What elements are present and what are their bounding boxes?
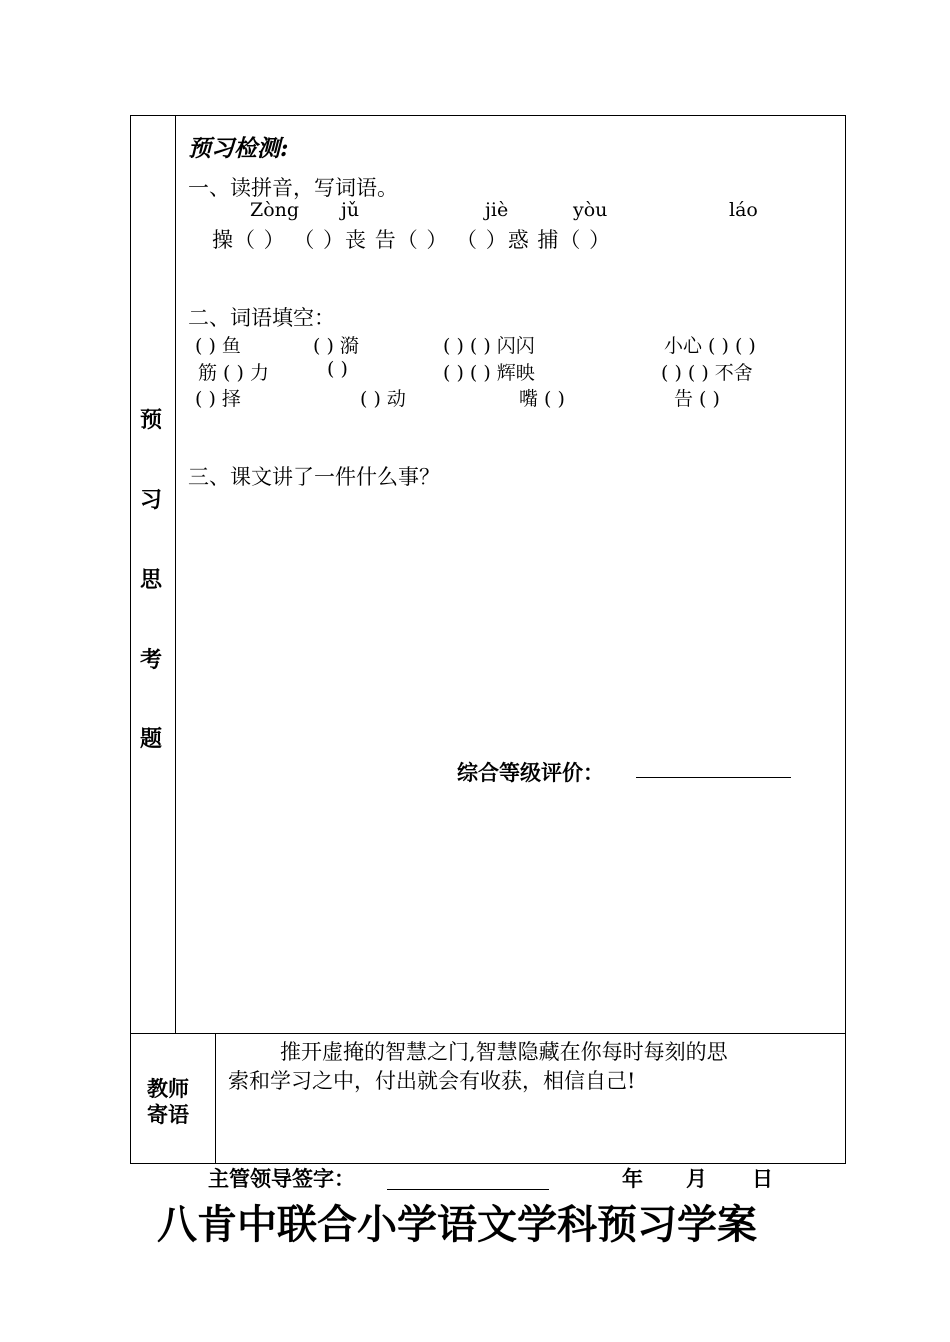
section-label-char: 思 bbox=[140, 567, 163, 593]
fill-blank-item: ( ) bbox=[327, 358, 348, 380]
teacher-message-line1: 推开虚掩的智慧之门,智慧隐藏在你每时每刻的思 bbox=[280, 1040, 728, 1064]
pinyin-item: Zòng bbox=[250, 199, 300, 221]
fill-blank-item: ( ) ( ) 辉映 bbox=[443, 362, 535, 384]
question-3-title: 三、课文讲了一件什么事？ bbox=[188, 465, 440, 489]
teacher-label-line2: 寄语 bbox=[147, 1103, 189, 1127]
pinyin-answer-row: 操（ ） （ ）丧 告（ ） （ ）惑 捕（ ） bbox=[212, 228, 612, 252]
signature-year: 年 bbox=[622, 1167, 643, 1191]
teacher-label-line1: 教师 bbox=[147, 1077, 189, 1101]
pinyin-item: yòu bbox=[573, 199, 608, 221]
footer-title: 八肯中联合小学语文学科预习学案 bbox=[157, 1202, 757, 1248]
fill-blank-item: ( ) 择 bbox=[195, 388, 241, 410]
fill-blank-item: 小心 ( ) ( ) bbox=[664, 335, 756, 357]
signature-blank-line[interactable] bbox=[387, 1189, 549, 1190]
table-border-right bbox=[845, 115, 846, 1164]
section-label-char: 考 bbox=[140, 647, 163, 673]
fill-blank-item: 嘴 ( ) bbox=[519, 388, 565, 410]
section-label-char: 预 bbox=[140, 407, 163, 433]
question-1-title: 一、读拼音，写词语。 bbox=[188, 176, 398, 200]
table-col-divider-top bbox=[175, 115, 176, 1033]
fill-blank-item: ( ) 动 bbox=[360, 388, 406, 410]
section-label-char: 题 bbox=[140, 726, 163, 752]
signature-label: 主管领导签字： bbox=[208, 1167, 355, 1191]
table-row-divider bbox=[130, 1033, 846, 1034]
fill-blank-item: ( ) 鱼 bbox=[195, 335, 241, 357]
fill-blank-item: ( ) ( ) 不舍 bbox=[661, 362, 753, 384]
table-col-divider-bottom bbox=[215, 1033, 216, 1163]
pinyin-item: jǔ bbox=[341, 199, 360, 221]
signature-month: 月 bbox=[686, 1167, 707, 1191]
preview-heading: 预习检测: bbox=[188, 135, 289, 162]
teacher-message-line2: 索和学习之中，付出就会有收获，相信自己! bbox=[228, 1069, 636, 1093]
table-border-top bbox=[130, 115, 846, 116]
grade-blank-line[interactable] bbox=[636, 777, 791, 778]
signature-day: 日 bbox=[752, 1167, 773, 1191]
fill-blank-item: ( ) ( ) 闪闪 bbox=[443, 335, 535, 357]
pinyin-item: láo bbox=[729, 199, 758, 221]
section-label-char: 习 bbox=[140, 487, 163, 513]
question-2-title: 二、词语填空： bbox=[188, 306, 335, 330]
grade-label: 综合等级评价： bbox=[457, 761, 604, 785]
fill-blank-item: ( ) 漪 bbox=[313, 335, 359, 357]
fill-blank-item: 告 ( ) bbox=[674, 388, 720, 410]
fill-blank-item: 筋 ( ) 力 bbox=[198, 362, 269, 384]
pinyin-item: jiè bbox=[485, 199, 509, 221]
table-border-left bbox=[130, 115, 131, 1164]
